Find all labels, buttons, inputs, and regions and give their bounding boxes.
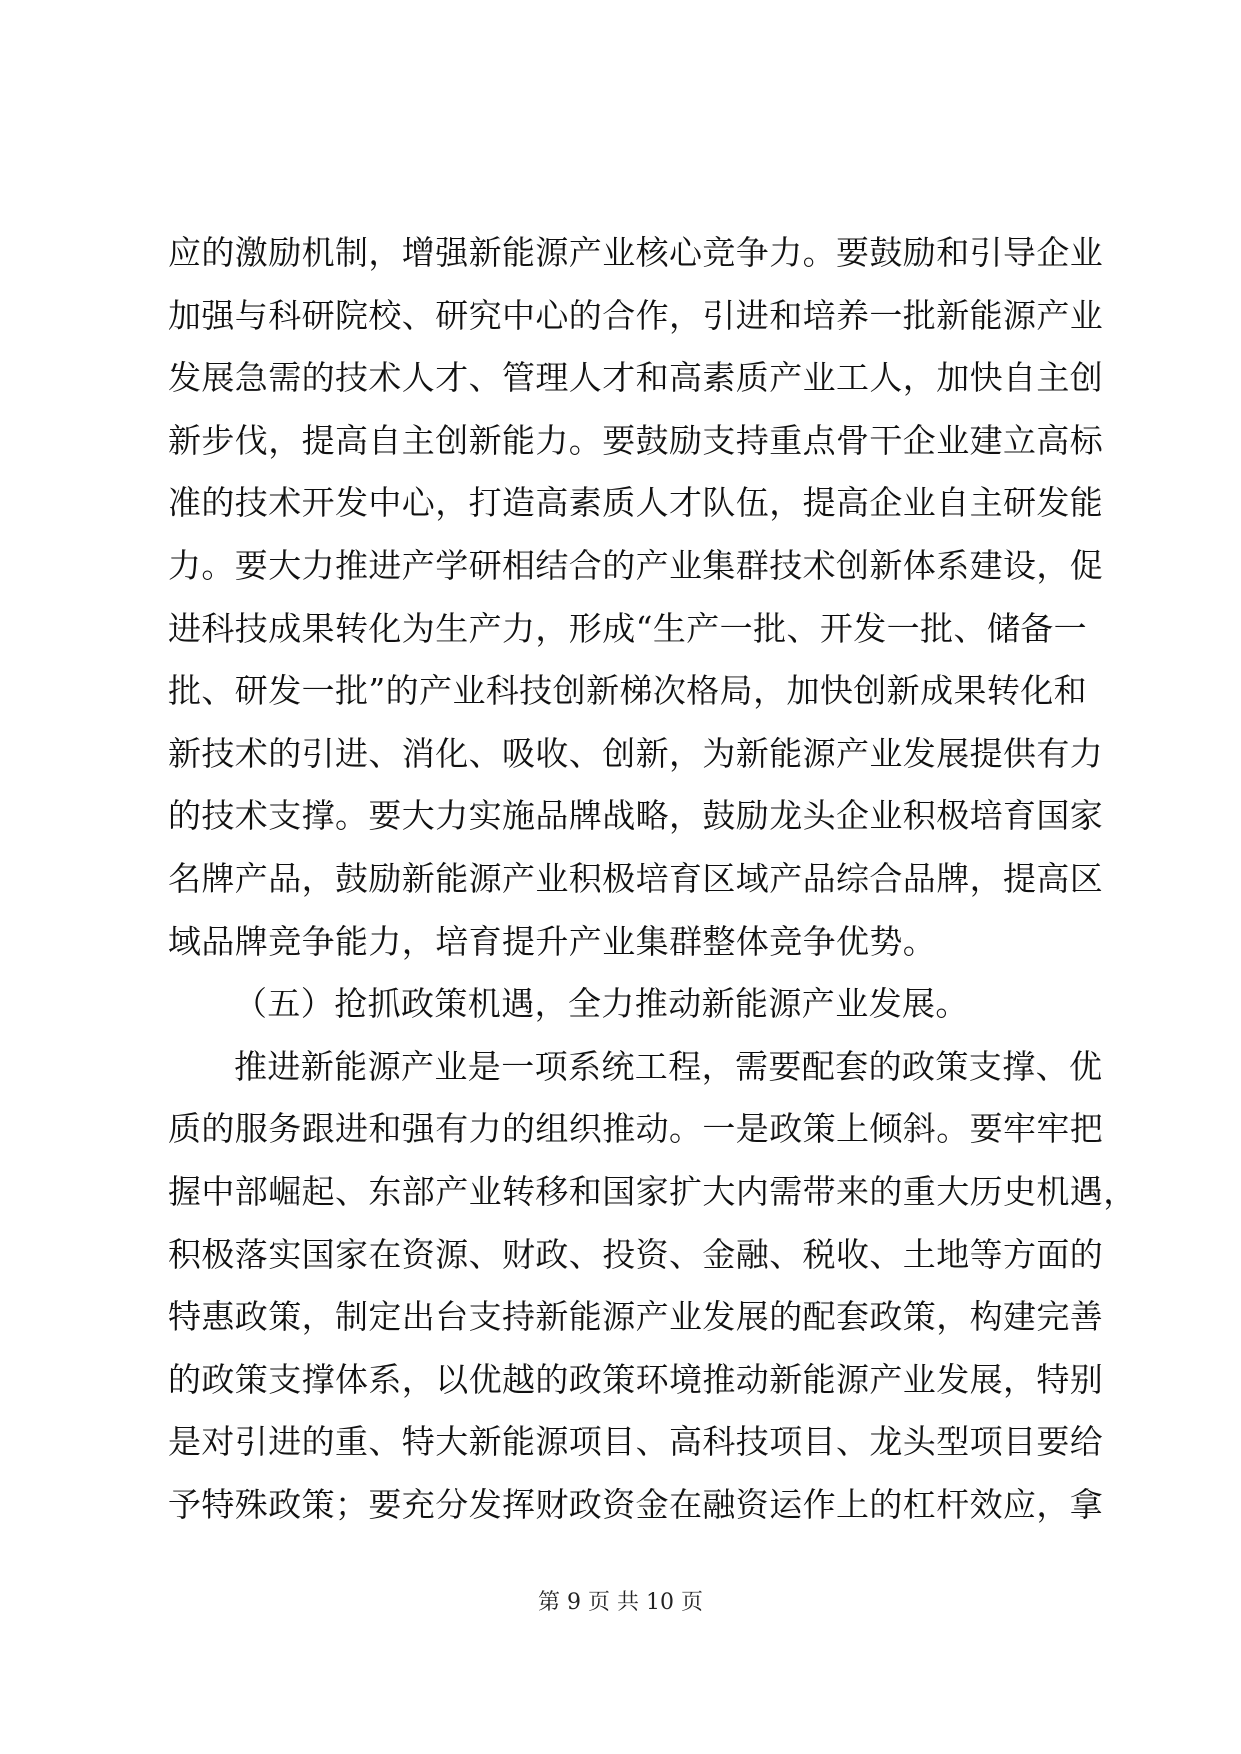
text-line: 新步伐，提高自主创新能力。要鼓励支持重点骨干企业建立高标: [168, 420, 1104, 460]
body-text: [168, 222, 1137, 1536]
text-line: 准的技术开发中心，打造高素质人才队伍，提高企业自主研发能: [168, 483, 1104, 523]
text-line: 特惠政策，制定出台支持新能源产业发展的配套政策，构建完善: [168, 1297, 1104, 1337]
text-line: 积极落实国家在资源、财政、投资、金融、税收、土地等方面的: [168, 1234, 1104, 1274]
text-line: 批、研发一批”的产业科技创新梯次格局，加快创新成果转化和: [168, 671, 1088, 711]
text-line: 力。要大力推进产学研相结合的产业集群技术创新体系建设，促: [168, 545, 1104, 585]
text-line: 名牌产品，鼓励新能源产业积极培育区域产品综合品牌，提高区: [168, 858, 1104, 898]
text-line: 进科技成果转化为生产力，形成“生产一批、开发一批、储备一: [168, 608, 1088, 648]
text-line: 新技术的引进、消化、吸收、创新，为新能源产业发展提供有力: [168, 733, 1104, 773]
text-line: 域品牌竞争能力，培育提升产业集群整体竞争优势。: [168, 921, 937, 961]
page-footer: 第 9 页 共 10 页: [538, 1590, 703, 1615]
text-line: 的技术支撑。要大力实施品牌战略，鼓励龙头企业积极培育国家: [168, 796, 1104, 836]
text-line: 是对引进的重、特大新能源项目、高科技项目、龙头型项目要给: [168, 1422, 1104, 1462]
section-heading: （五）抢抓政策机遇，全力推动新能源产业发展。: [234, 984, 969, 1024]
text-line: 予特殊政策；要充分发挥财政资金在融资运作上的杠杆效应，拿: [168, 1484, 1104, 1524]
text-line: 推进新能源产业是一项系统工程，需要配套的政策支撑、优: [234, 1046, 1103, 1086]
text-line: 的政策支撑体系，以优越的政策环境推动新能源产业发展，特别: [168, 1359, 1104, 1399]
text-line: 发展急需的技术人才、管理人才和高素质产业工人，加快自主创: [168, 358, 1104, 398]
text-line: 质的服务跟进和强有力的组织推动。一是政策上倾斜。要牢牢把: [168, 1109, 1104, 1149]
text-line: 握中部崛起、东部产业转移和国家扩大内需带来的重大历史机遇，: [168, 1171, 1137, 1211]
text-line: 应的激励机制，增强新能源产业核心竞争力。要鼓励和引导企业: [168, 233, 1104, 272]
text-line: 加强与科研院校、研究中心的合作，引进和培养一批新能源产业: [168, 295, 1104, 335]
